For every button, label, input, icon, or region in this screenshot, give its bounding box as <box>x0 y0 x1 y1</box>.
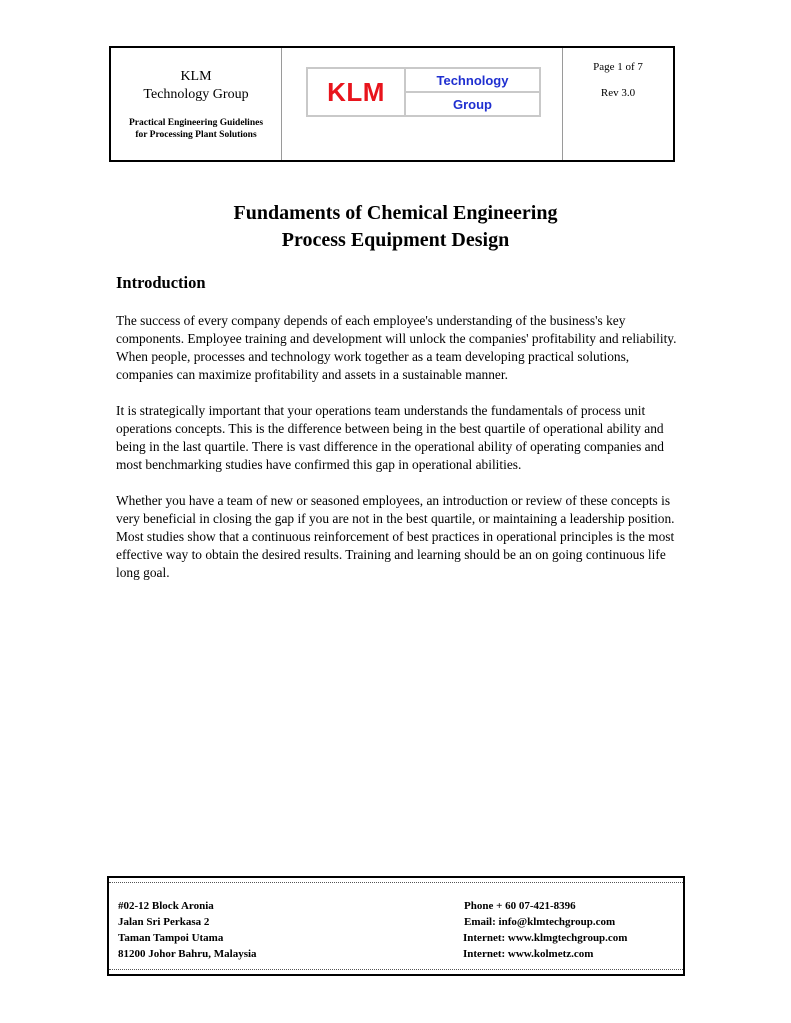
logo-klm-text: KLM <box>308 69 406 115</box>
company-name-line1: KLM <box>180 69 212 84</box>
address-line: Jalan Sri Perkasa 2 <box>118 916 210 928</box>
section-heading: Introduction <box>116 273 206 292</box>
contact-email: Email: info@klmtechgroup.com <box>464 916 616 928</box>
footer-contact <box>463 898 627 962</box>
paragraph: Whether you have a team of new or seasoned employees, an introduction or review of these concepts is very beneficial in closing the gap if you are not in the best quartile, or maintaining a leadership position. Most studies show that a continuous reinforcement of best practices in operational principles is the most effective way to obtain the desired results. Training and learning should be an on going continuous life long goal. <box>116 493 675 580</box>
tagline <box>111 117 281 141</box>
title-line1: Fundaments of Chemical Engineering <box>233 202 558 224</box>
logo-side <box>406 69 539 115</box>
footer-address <box>118 898 257 962</box>
tagline-line2: for Processing Plant Solutions <box>135 130 257 140</box>
document-title <box>0 200 791 254</box>
revision-number: Rev 3.0 <box>600 87 636 99</box>
header-logo-cell <box>282 48 563 160</box>
contact-website: Internet: www.klmgtechgroup.com <box>463 932 628 944</box>
page-number: Page 1 of 7 <box>593 61 643 73</box>
paragraph: The success of every company depends of each employee's understanding of the business's key components. Employee training and development will unlock the companies' profitability and reliability. When people, processes and technology work together as a team developing practical solutions, companies can maximize profitability and assets in a sustainable manner. <box>116 313 677 382</box>
header-page-cell <box>563 48 673 160</box>
document-footer <box>107 876 685 976</box>
contact-website: Internet: www.kolmetz.com <box>463 948 594 960</box>
body-text <box>116 312 686 600</box>
logo-group-text: Group <box>453 96 492 112</box>
address-line: Taman Tampoi Utama <box>118 932 224 944</box>
title-line2: Process Equipment Design <box>281 229 510 251</box>
document-header <box>109 46 675 162</box>
address-line: #02-12 Block Aronia <box>118 900 214 912</box>
paragraph: It is strategically important that your operations team understands the fundamentals of process unit operations concepts. This is the difference between being in the best quartile of operational ability and being in the last quartile. There is vast difference in the operational ability of operating companies and most benchmarking studies have confirmed this gap in operational abilities. <box>116 403 664 472</box>
logo-technology-text: Technology <box>406 69 539 93</box>
tagline-line1: Practical Engineering Guidelines <box>128 118 264 128</box>
company-name-line2: Technology Group <box>143 87 249 102</box>
address-line: 81200 Johor Bahru, Malaysia <box>118 948 257 960</box>
header-company-cell <box>111 48 282 160</box>
klm-logo <box>306 67 541 117</box>
contact-phone: Phone + 60 07-421-8396 <box>464 900 576 912</box>
